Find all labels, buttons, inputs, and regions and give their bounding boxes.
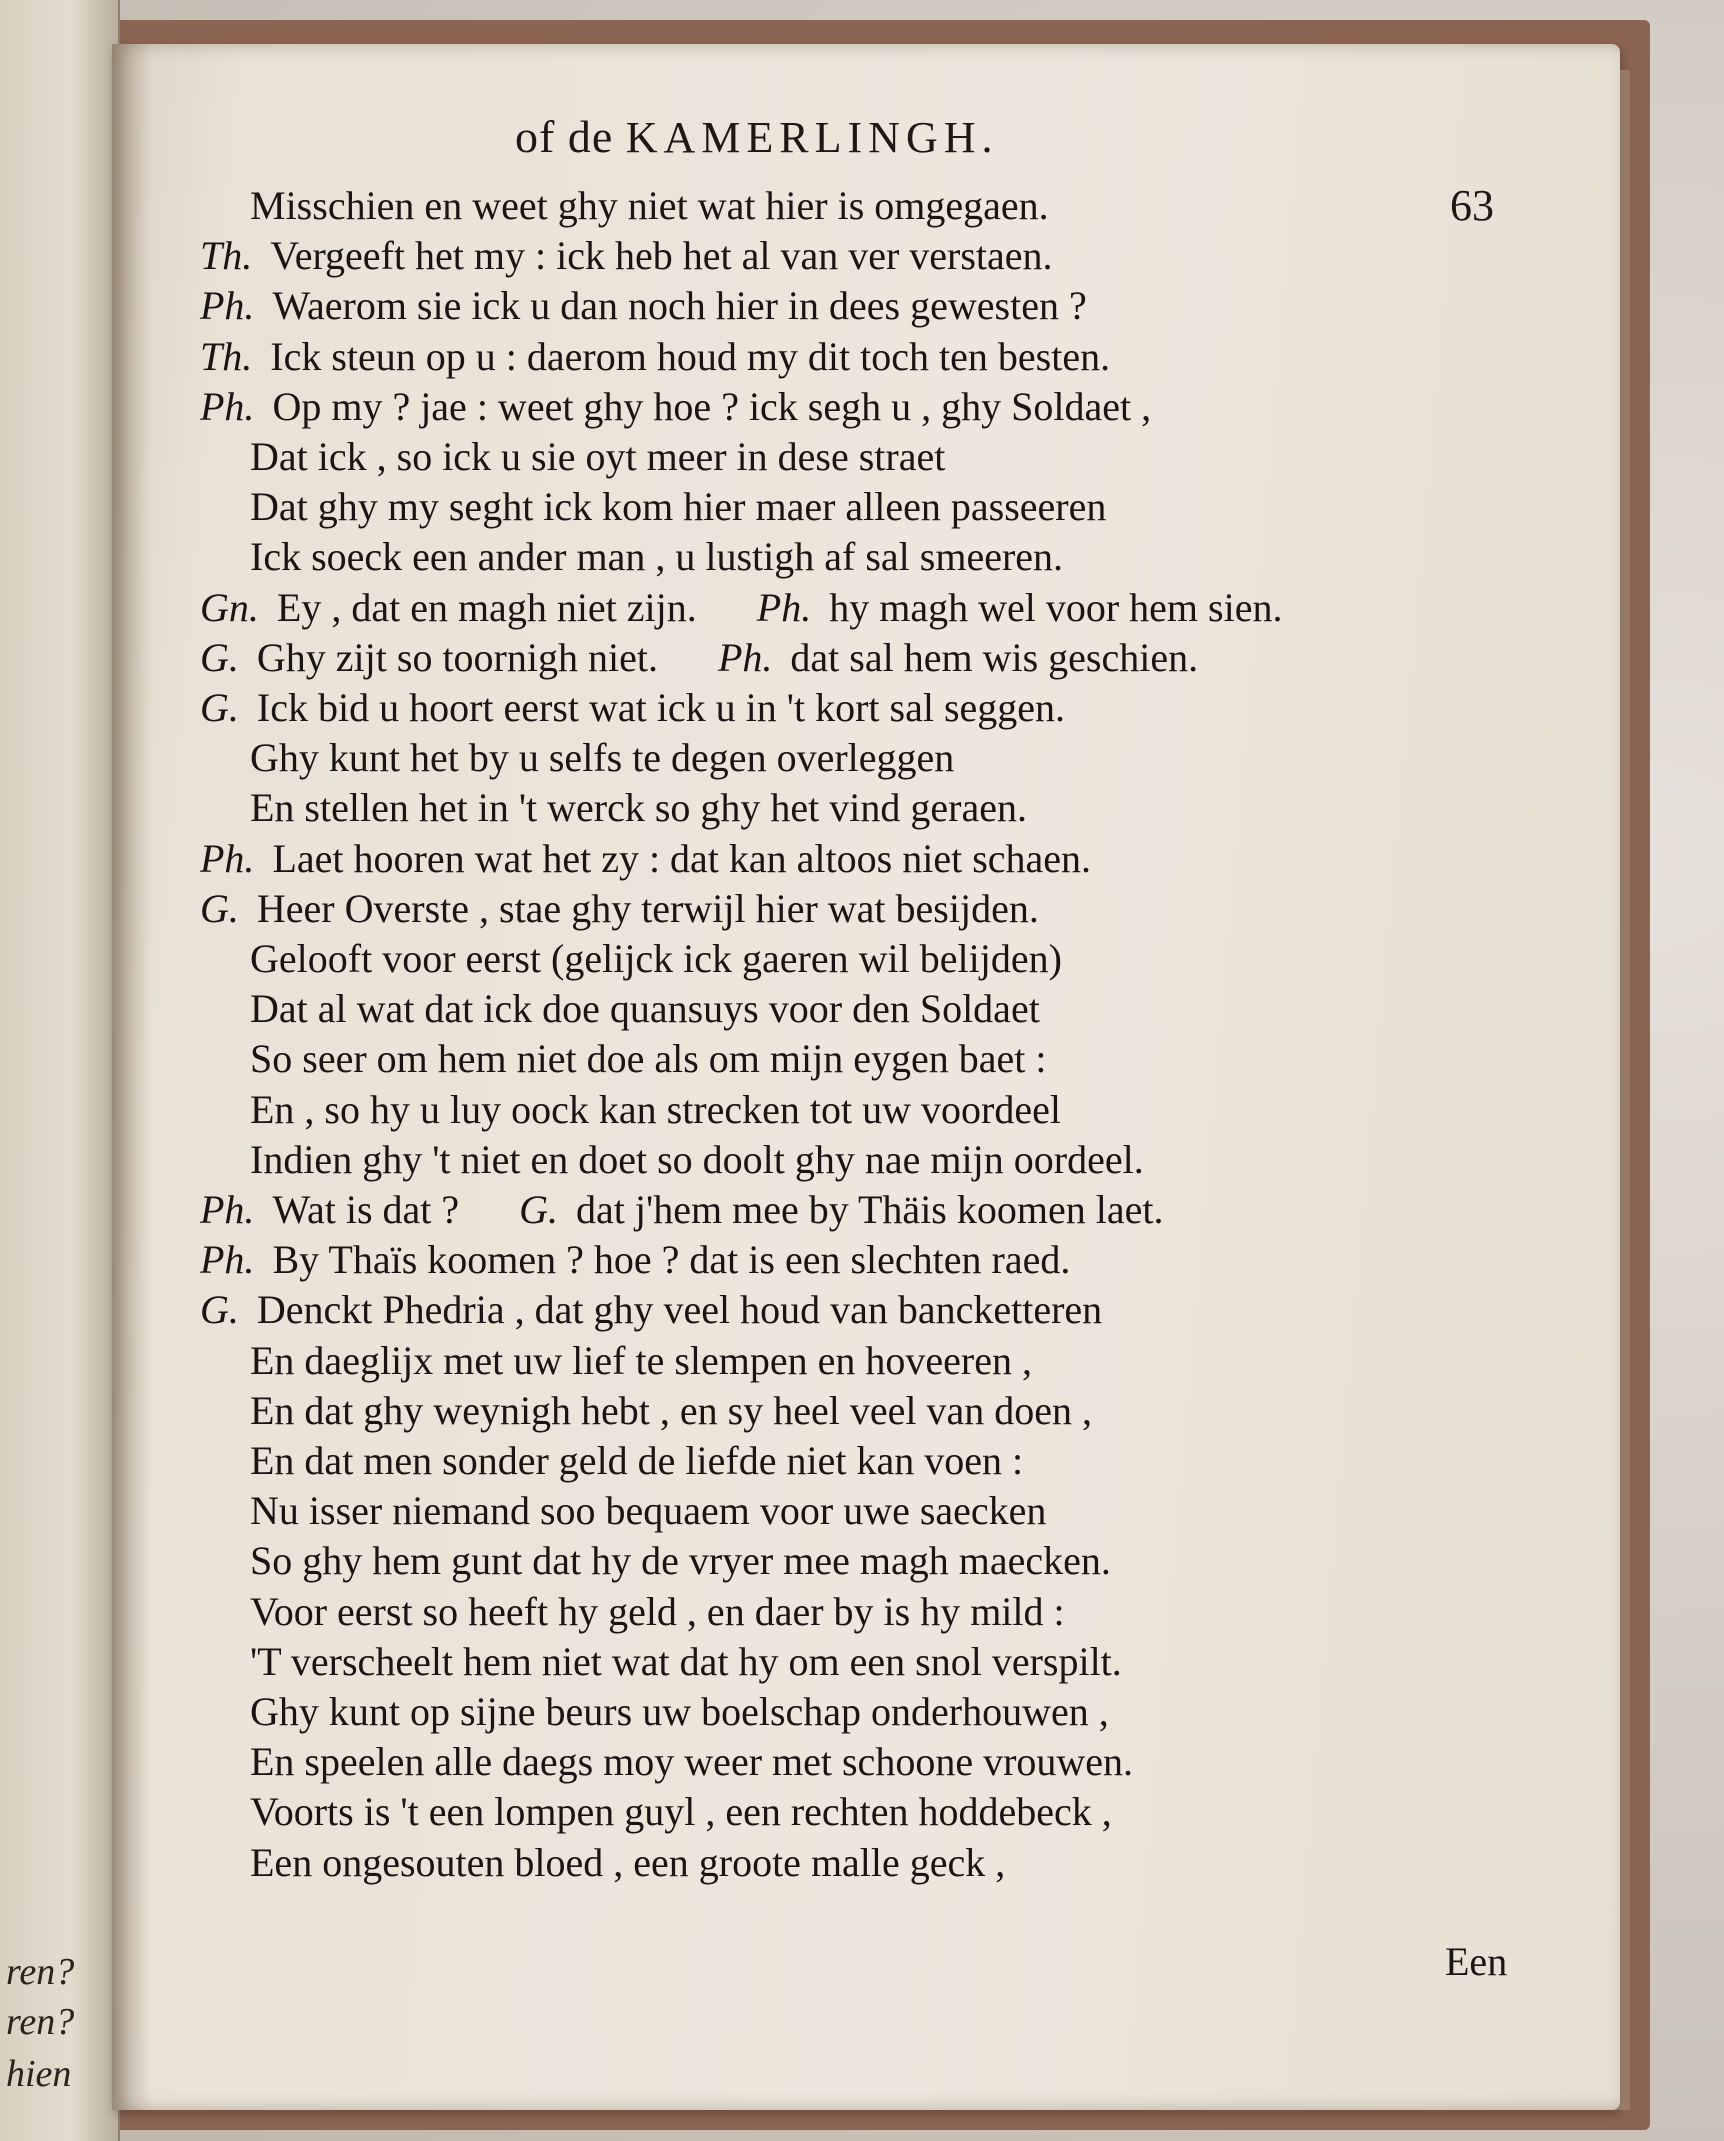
verse-line <box>250 1788 1112 1836</box>
page-number: 63 <box>1450 181 1494 230</box>
verse-line <box>250 1086 1061 1134</box>
verse-line <box>250 483 1106 531</box>
running-head-title: KAMERLINGH. <box>625 113 999 162</box>
verse-text: Nu isser niemand soo bequaem voor uwe saecken <box>250 1488 1047 1534</box>
verse-line <box>250 734 954 782</box>
left-page-fragment: ren? <box>6 2001 75 2043</box>
verse-text: Ey , dat en magh niet zijn. <box>276 584 697 630</box>
verse-line <box>200 1236 1070 1284</box>
verse-text: Dat ghy my seght ick kom hier maer alleen passeeren <box>250 484 1107 530</box>
verse-text: Gelooft voor eerst (gelijck ick gaeren wil belijden) <box>250 936 1062 981</box>
left-facing-page <box>0 0 120 2141</box>
speaker-label: Ph. <box>200 1237 255 1283</box>
verse-line <box>200 282 1087 330</box>
verse-line <box>250 1337 1032 1385</box>
verse-text: En dat ghy weynigh hebt , en sy heel veel van doen , <box>250 1387 1092 1433</box>
verse-text: Ghy kunt op sijne beurs uw boelschap onderhouwen , <box>250 1689 1109 1734</box>
verse-line <box>200 835 1091 883</box>
verse-line <box>200 1286 1102 1334</box>
verse-line <box>250 182 1049 230</box>
verse-line <box>250 1136 1144 1184</box>
verse-text: Indien ghy 't niet en doet so doolt ghy nae mijn oordeel. <box>250 1136 1144 1182</box>
verse-text: hy magh wel voor hem sien. <box>829 584 1283 630</box>
verse-line <box>250 1839 1005 1887</box>
verse-line <box>250 1035 1046 1083</box>
verse-line <box>200 584 1282 632</box>
speaker-label: G. <box>200 1287 239 1333</box>
speaker-label: Th. <box>200 233 253 279</box>
verse-line <box>250 935 1062 983</box>
verse-line <box>200 634 1198 682</box>
catchword: Een <box>1445 1939 1508 1984</box>
running-head-prefix: of de <box>515 111 614 162</box>
verse-text: Ghy zijt so toornigh niet. <box>256 634 658 680</box>
verse-text: Vergeeft het my : ick heb het al van ver verstaen. <box>270 233 1053 279</box>
speaker-label: G. <box>200 885 239 931</box>
verse-text: Dat al wat dat ick doe quansuys voor den Soldaet <box>250 986 1040 1032</box>
speaker-label: Ph. <box>717 634 773 680</box>
verse-text: En stellen het in 't werck so ghy het vind geraen. <box>250 785 1027 831</box>
verse-line <box>200 1186 1163 1234</box>
verse-text: Waerom sie ick u dan noch hier in dees gewesten ? <box>272 283 1087 329</box>
verse-text: Op my ? jae : weet ghy hoe ? ick segh u , ghy Soldaet , <box>272 383 1152 429</box>
verse-text: Een ongesouten bloed , een groote malle geck , <box>250 1839 1006 1885</box>
verse-line <box>200 885 1039 933</box>
verse-text: En dat men sonder geld de liefde niet kan voen : <box>250 1438 1024 1483</box>
speaker-label: G. <box>519 1187 559 1232</box>
left-page-fragment: ren? <box>6 1951 75 1993</box>
verse-line <box>200 684 1065 732</box>
speaker-label: G. <box>200 685 239 730</box>
left-page-fragment: hien <box>6 2053 72 2095</box>
speaker-label: Gn. <box>200 584 259 630</box>
verse-text: Ick steun op u : daerom houd my dit toch ten besten. <box>270 333 1111 379</box>
speaker-label: Ph. <box>200 1187 255 1232</box>
speaker-label: Ph. <box>200 383 255 429</box>
verse-text: Misschien en weet ghy niet wat hier is omgegaen. <box>250 183 1049 228</box>
verse-text: So ghy hem gunt dat hy de vryer mee magh maecken. <box>250 1538 1111 1584</box>
verse-line <box>250 985 1040 1033</box>
verse-text: Ick soeck een ander man , u lustigh af sal smeeren. <box>250 534 1064 580</box>
speaker-label: Ph. <box>756 584 812 630</box>
verse-text: Dat ick , so ick u sie oyt meer in dese straet <box>250 434 946 479</box>
verse-line <box>250 433 945 481</box>
verse-text: Ghy kunt het by u selfs te degen overleggen <box>250 735 955 781</box>
speaker-label: Ph. <box>200 835 255 881</box>
speaker-label: Th. <box>200 333 253 379</box>
verse-text: So seer om hem niet doe als om mijn eygen baet : <box>250 1036 1047 1082</box>
verse-text: dat j'hem mee by Thäis koomen laet. <box>576 1187 1164 1232</box>
verse-line <box>250 533 1063 581</box>
verse-text: En daeglijx met uw lief te slempen en hoveeren , <box>250 1337 1032 1383</box>
verse-text: Voor eerst so heeft hy geld , en daer by is hy mild : <box>250 1588 1065 1634</box>
verse-line <box>250 1638 1122 1686</box>
verse-line <box>250 1437 1023 1485</box>
verse-text: 'T verscheelt hem niet wat dat hy om een snol verspilt. <box>250 1638 1122 1684</box>
running-head <box>515 110 999 163</box>
verse-text: dat sal hem wis geschien. <box>790 634 1199 680</box>
verse-line <box>250 1738 1133 1786</box>
spine-shadow <box>112 44 152 2110</box>
verse-line <box>250 1537 1111 1585</box>
verse-text: Wat is dat ? <box>272 1187 460 1232</box>
verse-text: En speelen alle daegs moy weer met schoone vrouwen. <box>250 1739 1134 1785</box>
verse-line <box>200 232 1053 280</box>
verse-line <box>250 1588 1065 1636</box>
verse-text: By Thaïs koomen ? hoe ? dat is een slechten raed. <box>272 1237 1071 1283</box>
verse-text: Heer Overste , stae ghy terwijl hier wat besijden. <box>256 885 1039 931</box>
verse-line <box>200 383 1151 431</box>
verse-text: En , so hy u luy oock kan strecken tot uw voordeel <box>250 1086 1061 1132</box>
verse-line <box>200 333 1110 381</box>
verse-text: Voorts is 't een lompen guyl , een rechten hoddebeck , <box>250 1789 1112 1835</box>
verse-line <box>250 1688 1109 1736</box>
speaker-label: Ph. <box>200 283 255 329</box>
verse-line <box>250 1487 1046 1535</box>
verse-text: Denckt Phedria , dat ghy veel houd van bancketteren <box>256 1287 1103 1333</box>
verse-line <box>250 1387 1092 1435</box>
verse-text: Laet hooren wat het zy : dat kan altoos niet schaen. <box>272 835 1092 881</box>
verse-line <box>250 784 1027 832</box>
speaker-label: G. <box>200 634 239 680</box>
verse-text: Ick bid u hoort eerst wat ick u in 't kort sal seggen. <box>256 685 1066 730</box>
